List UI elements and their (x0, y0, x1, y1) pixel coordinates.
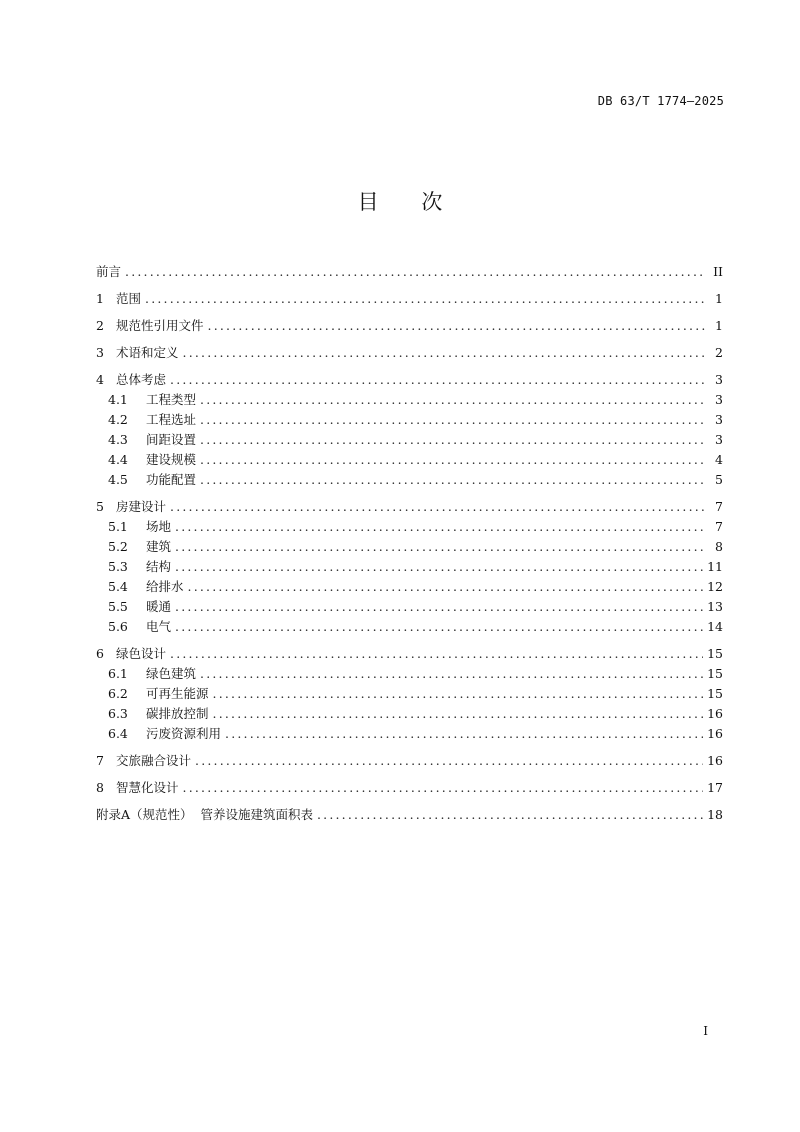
toc-entry-page: 18 (707, 807, 723, 822)
toc-entry-label: 工程选址 (146, 412, 197, 427)
toc-entry[interactable] (96, 577, 723, 597)
toc-entry-number: 4.5 (108, 472, 128, 487)
toc-entry[interactable] (96, 450, 723, 470)
toc-entry-label: 碳排放控制 (146, 706, 209, 721)
toc-entry-page: 17 (707, 780, 723, 795)
toc-entry-label: 功能配置 (146, 472, 197, 487)
toc-entry-label: 规范性引用文件 (116, 318, 204, 333)
toc-entry-number: 4 (96, 372, 104, 387)
toc-entry-number: 8 (96, 780, 104, 795)
dot-leader (213, 704, 704, 724)
toc-entry-page: 4 (715, 452, 723, 467)
dot-leader (175, 517, 705, 537)
toc-entry[interactable] (96, 724, 723, 744)
dot-leader (208, 316, 705, 336)
toc-entry[interactable] (96, 537, 723, 557)
dot-leader (175, 557, 703, 577)
dot-leader (170, 644, 703, 664)
toc-entry-number: 5 (96, 499, 104, 514)
dot-leader (200, 430, 705, 450)
toc-entry[interactable] (96, 343, 723, 363)
toc-entry-label: 总体考虑 (116, 372, 167, 387)
toc-entry-label: 智慧化设计 (116, 780, 179, 795)
toc-entry-page: 3 (715, 412, 723, 427)
toc-entry-label: 绿色建筑 (146, 666, 197, 681)
toc-entry-page: 12 (707, 579, 723, 594)
toc-entry-page: 2 (715, 345, 723, 360)
toc-entry-number: 4.4 (108, 452, 128, 467)
dot-leader (200, 390, 705, 410)
toc-entry-page: 14 (707, 619, 723, 634)
toc-entry-page: II (713, 264, 723, 279)
toc-entry[interactable] (96, 289, 723, 309)
toc-entry[interactable] (96, 704, 723, 724)
toc-entry-number: 6.4 (108, 726, 128, 741)
toc-entry[interactable] (96, 517, 723, 537)
document-code: DB 63/T 1774—2025 (597, 94, 724, 108)
toc-entry[interactable] (96, 557, 723, 577)
dot-leader (213, 684, 704, 704)
dot-leader (200, 664, 703, 684)
dot-leader (175, 597, 703, 617)
toc-entry-page: 7 (715, 519, 723, 534)
dot-leader (170, 370, 705, 390)
toc-entry-label: 暖通 (146, 599, 172, 614)
dot-leader (188, 577, 704, 597)
toc-entry-page: 5 (715, 472, 723, 487)
toc-entry-page: 16 (707, 726, 723, 741)
toc-entry-number: 5.4 (108, 579, 128, 594)
toc-entry-number: 7 (96, 753, 104, 768)
toc-entry-label: 房建设计 (116, 499, 167, 514)
toc-entry-number: 6.2 (108, 686, 128, 701)
toc-entry-label: 建筑 (146, 539, 172, 554)
toc-entry-page: 11 (707, 559, 723, 574)
toc-entry-page: 3 (715, 372, 723, 387)
toc-entry-label: 间距设置 (146, 432, 197, 447)
toc-entry-label: 场地 (146, 519, 172, 534)
toc-entry-number: 1 (96, 291, 104, 306)
toc-entry-label: 术语和定义 (116, 345, 179, 360)
toc-entry-page: 15 (707, 646, 723, 661)
toc-entry[interactable] (96, 597, 723, 617)
toc-entry-number: 5.5 (108, 599, 128, 614)
toc-entry-number: 4.3 (108, 432, 128, 447)
toc-entry[interactable] (96, 644, 723, 664)
toc-entry-page: 15 (707, 686, 723, 701)
toc-entry-page: 1 (715, 318, 723, 333)
toc-entry[interactable] (96, 410, 723, 430)
toc-entry[interactable] (96, 805, 723, 825)
toc-entry-page: 16 (707, 753, 723, 768)
toc-entry-number: 3 (96, 345, 104, 360)
toc-title: 目 次 (357, 190, 461, 214)
toc-entry[interactable] (96, 470, 723, 490)
toc-entry-number: 6 (96, 646, 104, 661)
toc-entry[interactable] (96, 664, 723, 684)
toc-entry-label: 范围 (116, 291, 142, 306)
toc-entry[interactable] (96, 617, 723, 637)
toc-entry-label: 附录A（规范性） 管养设施建筑面积表 (96, 807, 313, 822)
toc-entry[interactable] (96, 497, 723, 517)
toc-entry-number: 4.1 (108, 392, 128, 407)
dot-leader (175, 617, 703, 637)
dot-leader (145, 289, 705, 309)
toc-entry-number: 5.6 (108, 619, 128, 634)
toc-entry-number: 5.1 (108, 519, 128, 534)
toc-entry-page: 16 (707, 706, 723, 721)
toc-entry[interactable] (96, 262, 723, 282)
toc-entry-page: 13 (707, 599, 723, 614)
toc-entry-label: 建设规模 (146, 452, 197, 467)
dot-leader (200, 470, 705, 490)
dot-leader (317, 805, 703, 825)
toc-entry-label: 结构 (146, 559, 172, 574)
toc-entry-page: 1 (715, 291, 723, 306)
toc-entry-label: 工程类型 (146, 392, 197, 407)
toc-entry-number: 5.2 (108, 539, 128, 554)
toc-entry-page: 7 (715, 499, 723, 514)
dot-leader (170, 497, 705, 517)
toc-entry[interactable] (96, 751, 723, 771)
toc-entry-label: 给排水 (146, 579, 184, 594)
toc-entry[interactable] (96, 778, 723, 798)
toc-entry-label: 可再生能源 (146, 686, 209, 701)
toc-entry-page: 3 (715, 432, 723, 447)
toc-entry[interactable] (96, 684, 723, 704)
dot-leader (183, 778, 704, 798)
toc-entry[interactable] (96, 316, 723, 336)
dot-leader (195, 751, 703, 771)
toc-entry-page: 15 (707, 666, 723, 681)
toc-entry-page: 3 (715, 392, 723, 407)
dot-leader (175, 537, 705, 557)
toc-entry-number: 6.3 (108, 706, 128, 721)
dot-leader (183, 343, 705, 363)
dot-leader (125, 262, 705, 282)
dot-leader (225, 724, 703, 744)
toc-entry-label: 交旅融合设计 (116, 753, 192, 768)
footer-page-number: I (703, 1024, 708, 1038)
toc-entry[interactable] (96, 430, 723, 450)
toc-entry-label: 绿色设计 (116, 646, 167, 661)
toc-entry-number: 4.2 (108, 412, 128, 427)
toc-entry-label: 前言 (96, 264, 122, 279)
toc-entry[interactable] (96, 370, 723, 390)
toc-entry-number: 2 (96, 318, 104, 333)
toc-entry-page: 8 (715, 539, 723, 554)
toc-entry-label: 电气 (146, 619, 172, 634)
dot-leader (200, 450, 705, 470)
toc-entry-label: 污废资源利用 (146, 726, 222, 741)
toc-entry-number: 5.3 (108, 559, 128, 574)
table-of-contents (96, 262, 723, 825)
toc-entry-number: 6.1 (108, 666, 128, 681)
toc-entry[interactable] (96, 390, 723, 410)
dot-leader (200, 410, 705, 430)
